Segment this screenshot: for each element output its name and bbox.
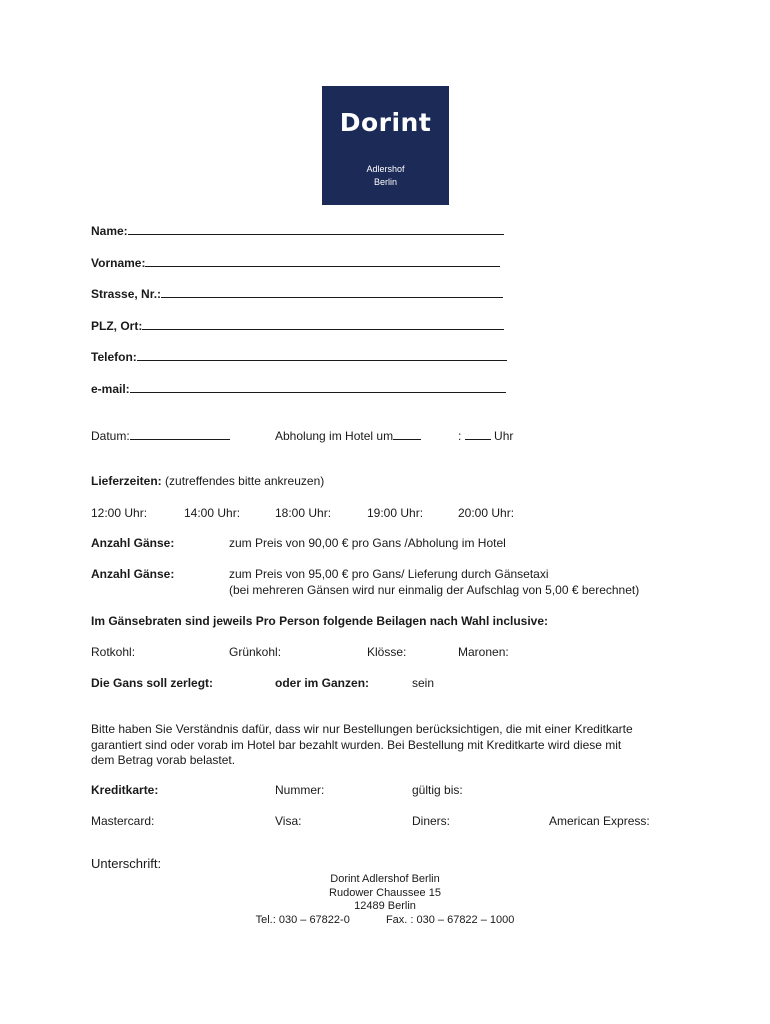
field-strasse-label: Strasse, Nr.: bbox=[91, 287, 162, 301]
field-telefon-line bbox=[137, 349, 507, 361]
field-plz[interactable] bbox=[91, 318, 504, 333]
footer-tel: Tel.: 030 – 67822-0 bbox=[255, 913, 350, 926]
pickup-colon: : bbox=[458, 429, 462, 443]
zerlegt-sein: sein bbox=[412, 676, 435, 690]
logo-line-1: Adlershof bbox=[366, 164, 405, 174]
anzahl-delivery-label[interactable]: Anzahl Gänse: bbox=[91, 567, 175, 581]
pickup-uhr: Uhr bbox=[494, 429, 514, 443]
pickup-label: Abholung im Hotel um bbox=[275, 429, 394, 443]
logo-line-2: Berlin bbox=[373, 177, 397, 187]
signature-field[interactable]: Unterschrift: bbox=[91, 856, 162, 871]
logo-brand: Dorint bbox=[339, 108, 432, 137]
field-name-label: Name: bbox=[91, 224, 128, 238]
field-email[interactable] bbox=[91, 381, 506, 396]
payment-notice bbox=[91, 722, 633, 769]
field-vorname-line bbox=[145, 255, 500, 267]
card-option-mastercard[interactable]: Mastercard: bbox=[91, 814, 155, 828]
pickup-time-field[interactable] bbox=[275, 428, 421, 443]
field-vorname-label: Vorname: bbox=[91, 256, 146, 270]
beilage-gruenkohl[interactable]: Grünkohl: bbox=[229, 645, 282, 659]
beilage-rotkohl[interactable]: Rotkohl: bbox=[91, 645, 136, 659]
field-email-label: e-mail: bbox=[91, 382, 130, 396]
footer-contact bbox=[0, 914, 770, 928]
field-name-line bbox=[128, 223, 504, 235]
card-option-amex[interactable]: American Express: bbox=[549, 814, 650, 828]
beilage-kloesse[interactable]: Klösse: bbox=[367, 645, 407, 659]
lieferzeiten-hint: (zutreffendes bitte ankreuzen) bbox=[165, 474, 325, 488]
datum-label: Datum: bbox=[91, 429, 130, 443]
notice-line-1: Bitte haben Sie Verständnis dafür, dass wir nur Bestellungen berücksichtigen, die mit einer Kreditkarte bbox=[91, 722, 633, 736]
anzahl-delivery-text: zum Preis von 95,00 € pro Gans/ Lieferung durch Gänsetaxi bbox=[229, 567, 549, 581]
ganzen-option[interactable]: oder im Ganzen: bbox=[275, 676, 370, 690]
pickup-hour-line bbox=[393, 428, 421, 440]
notice-line-3: dem Betrag vorab belastet. bbox=[91, 753, 236, 767]
card-number-field[interactable]: Nummer: bbox=[275, 783, 325, 797]
dorint-logo bbox=[322, 86, 449, 205]
notice-line-2: garantiert sind oder vorab im Hotel bar bezahlt wurden. Bei Bestellung mit Kreditkarte wird diese mit bbox=[91, 737, 622, 752]
card-option-visa[interactable]: Visa: bbox=[275, 814, 302, 828]
field-strasse-line bbox=[161, 286, 503, 298]
footer-hotel-name: Dorint Adlershof Berlin bbox=[330, 873, 440, 885]
kreditkarte-label: Kreditkarte: bbox=[91, 783, 159, 797]
beilage-maronen[interactable]: Maronen: bbox=[458, 645, 509, 659]
time-option-2000[interactable]: 20:00 Uhr: bbox=[458, 506, 515, 520]
field-telefon-label: Telefon: bbox=[91, 350, 137, 364]
lieferzeiten-heading bbox=[91, 474, 324, 488]
lieferzeiten-label: Lieferzeiten: bbox=[91, 474, 162, 488]
datum-field[interactable] bbox=[91, 428, 230, 443]
footer-street: Rudower Chaussee 15 bbox=[329, 886, 441, 899]
time-option-1800[interactable]: 18:00 Uhr: bbox=[275, 506, 332, 520]
footer-city: 12489 Berlin bbox=[354, 900, 416, 913]
pickup-minute-line bbox=[465, 428, 491, 440]
anzahl-delivery-note: (bei mehreren Gänsen wird nur einmalig der Aufschlag von 5,00 € berechnet) bbox=[229, 583, 640, 597]
field-telefon[interactable] bbox=[91, 349, 507, 364]
field-strasse[interactable] bbox=[91, 286, 503, 301]
datum-line bbox=[130, 428, 230, 440]
time-option-1400[interactable]: 14:00 Uhr: bbox=[184, 506, 241, 520]
footer-address bbox=[0, 873, 770, 927]
field-vorname[interactable] bbox=[91, 255, 500, 270]
zerlegt-option[interactable]: Die Gans soll zerlegt: bbox=[91, 676, 214, 690]
footer-fax: Fax. : 030 – 67822 – 1000 bbox=[385, 913, 515, 926]
time-option-1200[interactable]: 12:00 Uhr: bbox=[91, 506, 148, 520]
beilagen-heading: Im Gänsebraten sind jeweils Pro Person folgende Beilagen nach Wahl inclusive: bbox=[91, 614, 549, 628]
logo-subtitle bbox=[322, 163, 449, 189]
anzahl-pickup-label[interactable]: Anzahl Gänse: bbox=[91, 536, 175, 550]
card-option-diners[interactable]: Diners: bbox=[412, 814, 451, 828]
card-expiry-field[interactable]: gültig bis: bbox=[412, 783, 463, 797]
field-email-line bbox=[130, 381, 506, 393]
field-plz-label: PLZ, Ort: bbox=[91, 319, 143, 333]
time-option-1900[interactable]: 19:00 Uhr: bbox=[367, 506, 424, 520]
field-plz-line bbox=[142, 318, 504, 330]
pickup-minutes-field[interactable] bbox=[458, 428, 513, 443]
anzahl-pickup-text: zum Preis von 90,00 € pro Gans /Abholung im Hotel bbox=[229, 536, 506, 550]
field-name[interactable] bbox=[91, 223, 504, 238]
